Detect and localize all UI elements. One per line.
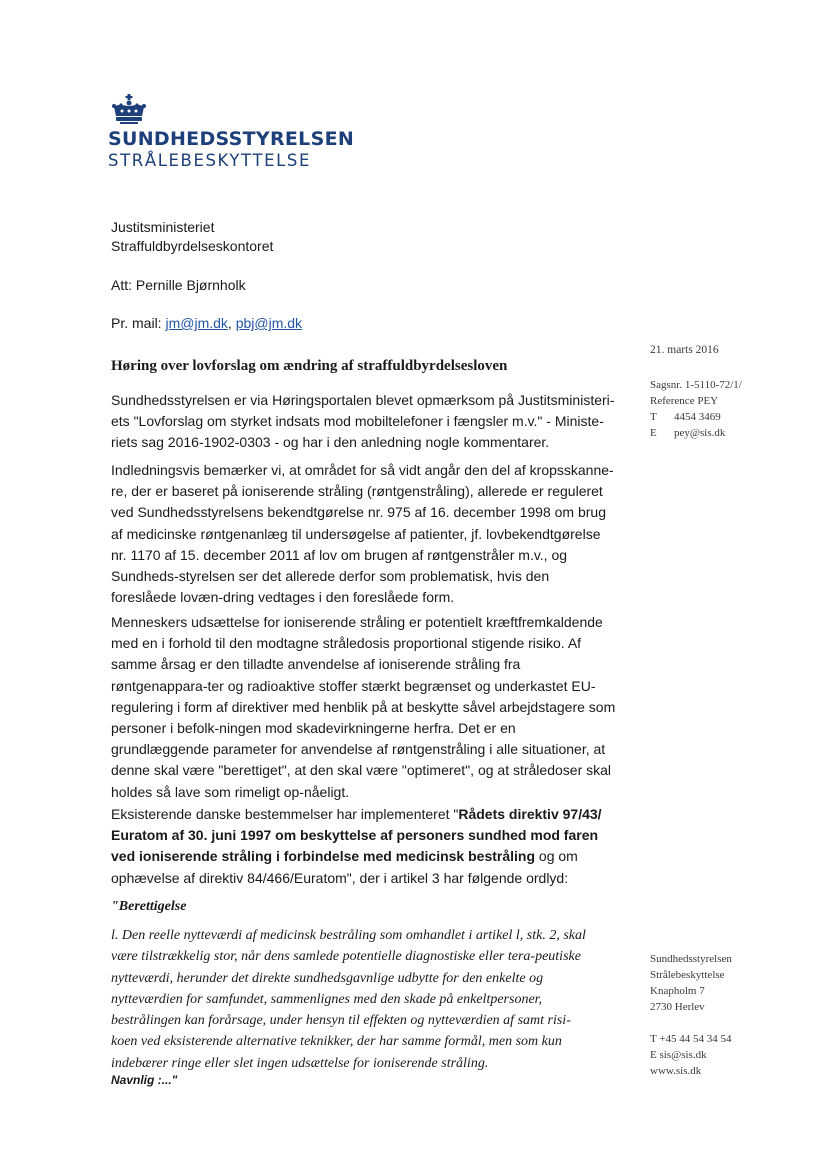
quote-continuation: Navnlig :...": [111, 1073, 178, 1087]
crown-icon: [111, 94, 147, 126]
email-label: E: [650, 427, 657, 439]
paragraph-4-intro: Eksisterende danske bestemmelser har implementeret ": [111, 806, 459, 822]
quote-heading: "Berettigelse: [111, 899, 187, 914]
recipient-line-1: Justitsministeriet: [111, 219, 215, 235]
email-value: pey@sis.dk: [674, 427, 726, 439]
email-row: [650, 425, 742, 441]
attention-line: Att: Pernille Bjørnholk: [111, 277, 246, 293]
footer-phone: T +45 44 54 34 54: [650, 1033, 732, 1045]
letter-title: Høring over lovforslag om ændring af straffuldbyrdelsesloven: [111, 358, 508, 374]
phone-label: T: [650, 411, 657, 423]
mail-line: [111, 313, 302, 333]
org-department: STRÅLEBESKYTTELSE: [108, 151, 312, 170]
quote-body: l. Den reelle nytteværdi af medicinsk bestråling som omhandlet i artikel l, stk. 2, skal være tilstrækkelig stor, når dens samlede potentielle diagnostiske eller tera-peutiske nytteværdi, herunder det direkte sundhedsgavnlige udbytte for den enkelte og nytteværdien for samfundet, sammenlignes med den skade på enkeltpersoner, bestrålingen kan forårsage, under hensyn til effekten og nytteværdien af samt risi-koen ved eksisterende alternative teknikker, der har samme formål, men som kun indebærer ringe eller slet ingen udsættelse for ioniserende stråling.: [111, 928, 586, 1071]
recipient-line-2: Straffuldbyrdelseskontoret: [111, 238, 274, 254]
mail-label: Pr. mail:: [111, 315, 162, 331]
letter-meta: [650, 377, 742, 441]
footer-contact: [650, 1031, 731, 1079]
paragraph-4-tail: og om ophævelse af direktiv 84/466/Euratom", der i artikel 3 har følgende ordlyd:: [111, 848, 578, 886]
footer-web: www.sis.dk: [650, 1065, 702, 1077]
mail-link-jm[interactable]: jm@jm.dk: [165, 315, 228, 331]
org-name: SUNDHEDSSTYRELSEN: [108, 128, 355, 150]
phone-value: 4454 3469: [674, 411, 721, 423]
footer-address: [650, 951, 732, 1015]
footer-email: E sis@sis.dk: [650, 1049, 707, 1061]
paragraph-4: [111, 804, 616, 889]
paragraph-2: Indledningsvis bemærker vi, at området for så vidt angår den del af kropsskanne-re, der er baseret på ioniserende stråling (røntgenstråling), allerede er reguleret ved Sundhedsstyrelsens bekendtgørelse nr. 975 af 16. december 1998 om brug af medicinske røntgenanlæg til undersøgelse af patienter, jf. lovbekendtgørelse nr. 1170 af 15. december 2011 af lov om brugen af røntgenstråler m.v., og Sundheds-styrelsen ser det allerede derfor som problematisk, hvis den foreslåede lovæn-dring vedtages i den foreslåede form.: [111, 462, 614, 606]
footer-org: Sundhedsstyrelsen: [650, 953, 732, 965]
case-number: Sagsnr. 1-5110-72/1/: [650, 379, 742, 391]
paragraph-1: Sundhedsstyrelsen er via Høringsportalen blevet opmærksom på Justitsministeri-ets "Lovforslag om styrket indsats mod mobiltelefoner i fængsler m.v." - Ministe-riets sag 2016-1902-0303 - og har i den anledning nogle kommentarer.: [111, 392, 615, 451]
footer-city: 2730 Herlev: [650, 1001, 705, 1013]
mail-separator: ,: [227, 315, 232, 331]
letter-date: 21. marts 2016: [650, 344, 719, 356]
directive-citation: Rådets direktiv 97/43/ Euratom af 30. juni 1997 om beskyttelse af personers sundhed mod faren ved ioniserende stråling i forbindelse med medicinsk bestråling: [111, 806, 602, 865]
reference: Reference PEY: [650, 395, 719, 407]
footer-street: Knapholm 7: [650, 985, 705, 997]
phone-row: [650, 409, 742, 425]
mail-link-pbj[interactable]: pbj@jm.dk: [235, 315, 303, 331]
paragraph-3: Menneskers udsættelse for ioniserende stråling er potentielt kræftfremkaldende med en i forhold til den modtagne stråledosis proportional stigende risiko. Af samme årsag er den tilladte anvendelse af ioniserende stråling fra røntgenappara-ter og radioaktive stoffer stærkt begrænset og underkastet EU-regulering i form af direktiver med henblik på at beskytte såvel arbejdstagere som personer i befolk-ningen mod skadevirkningerne herfra. Det er en grundlæggende parameter for anvendelse af røntgenstråling i alle situationer, at denne skal være "berettiget", at den skal være "optimeret", og at stråledoser skal holdes så lave som rimeligt op-nåeligt.: [111, 614, 616, 800]
footer-dept: Strålebeskyttelse: [650, 969, 725, 981]
